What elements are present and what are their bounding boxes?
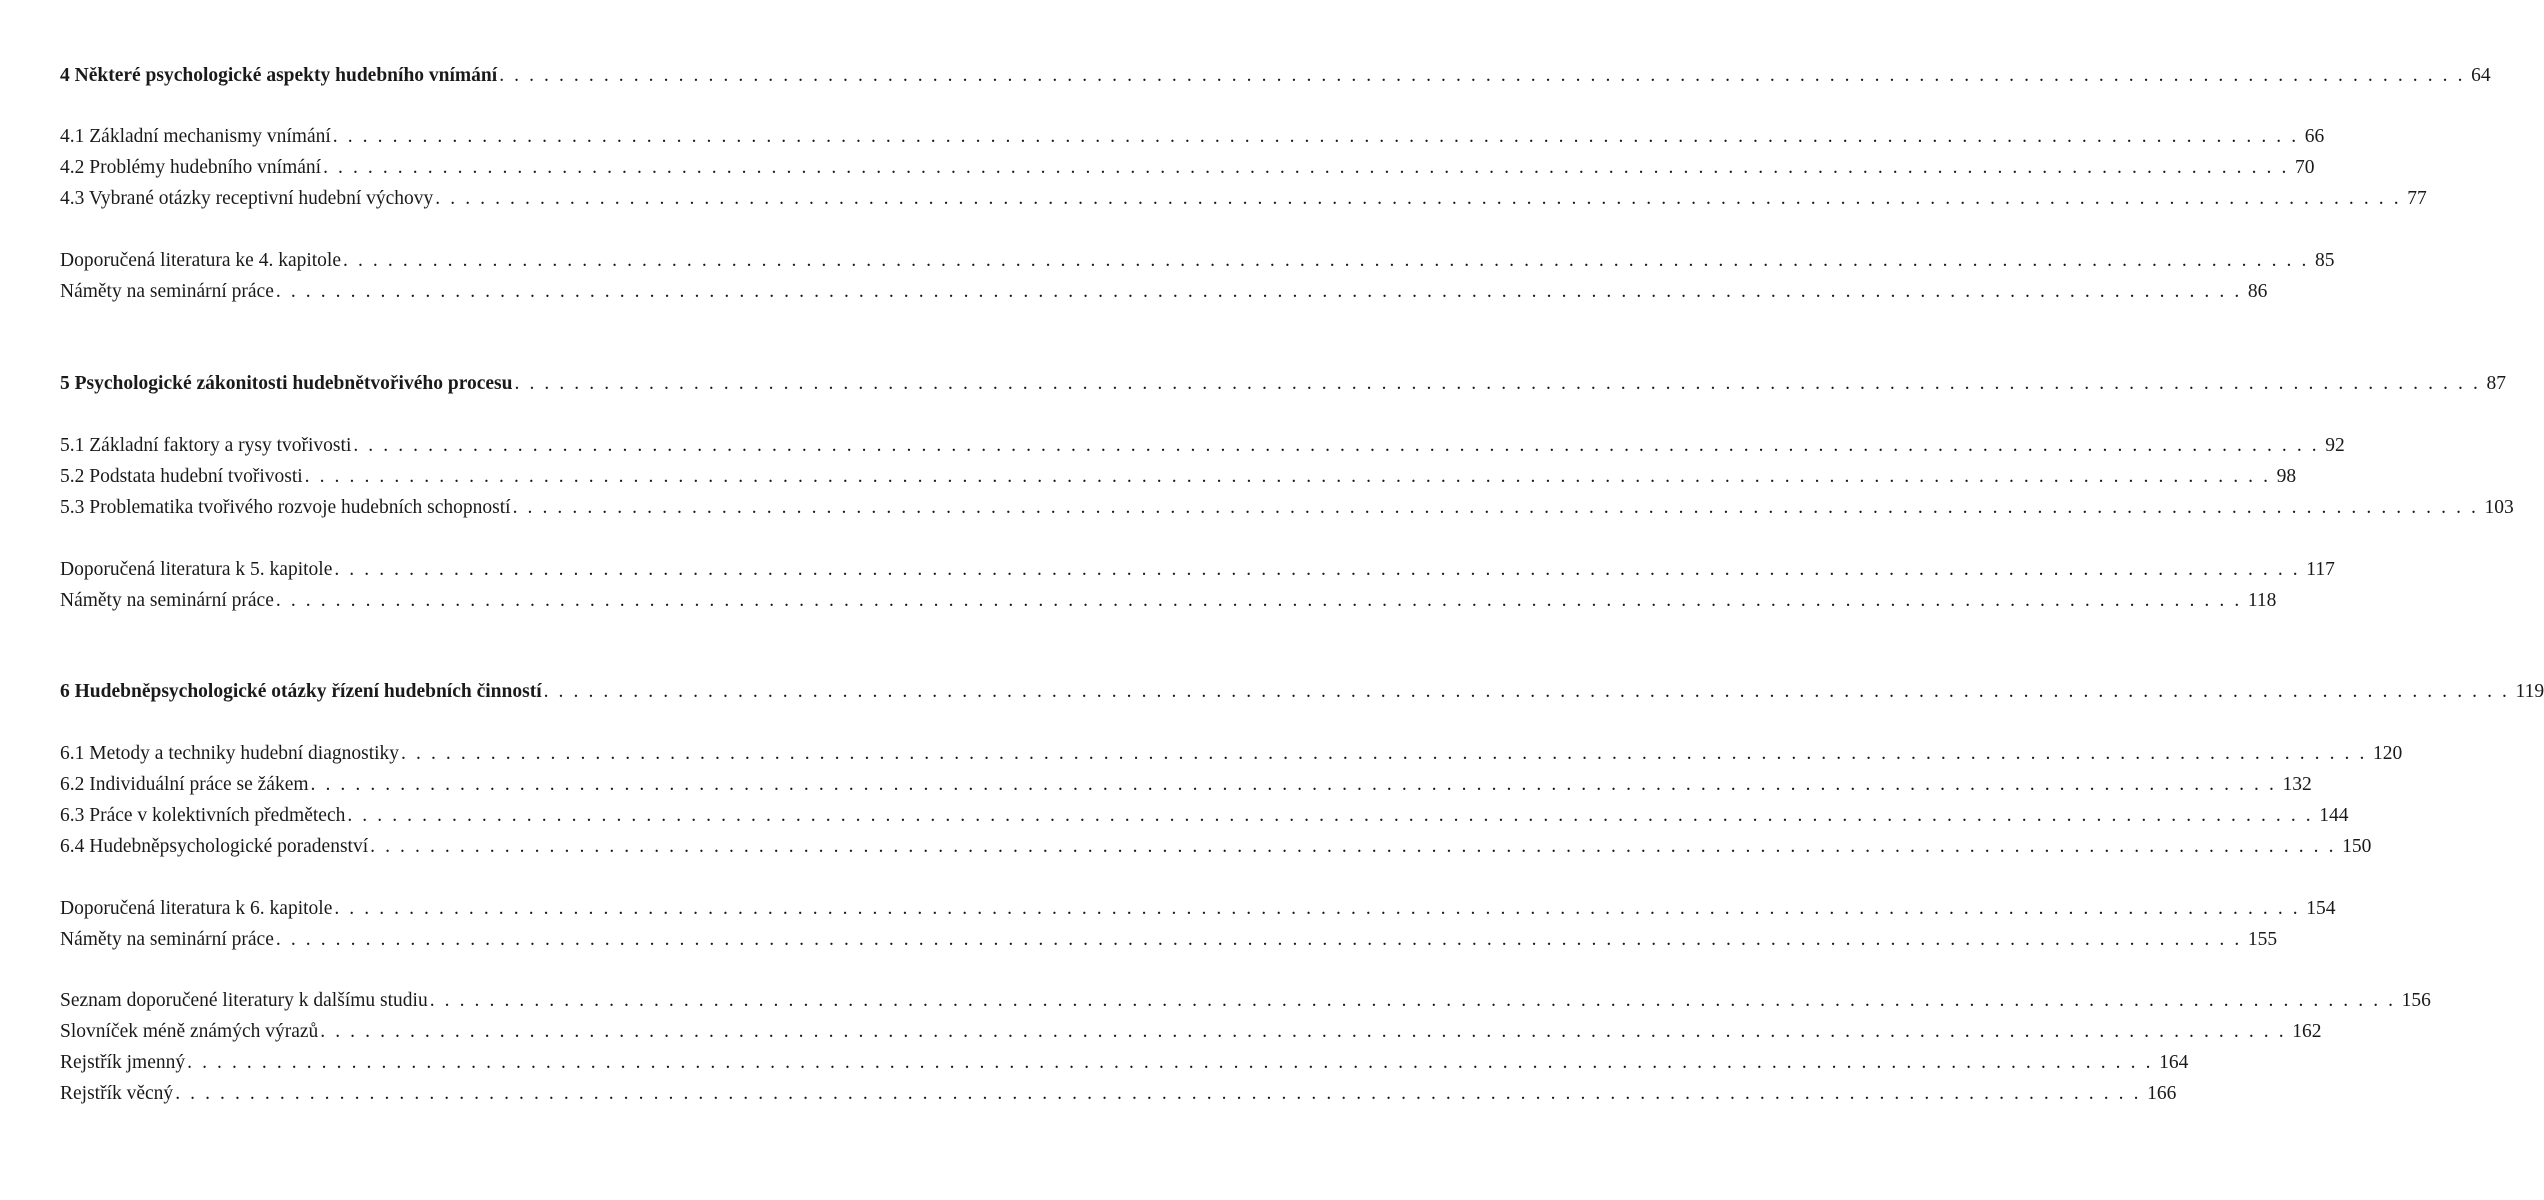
- dot-leader: [320, 1020, 2286, 1044]
- toc-literature-4: [60, 249, 2335, 273]
- toc-page-number: 98: [2276, 466, 2297, 487]
- toc-page-number: 70: [2295, 157, 2315, 178]
- toc-entry-title: Doporučená literatura ke 4. kapitole: [60, 250, 342, 271]
- toc-glossary: [60, 1020, 2322, 1044]
- toc-page-number: 64: [2471, 65, 2491, 86]
- dot-leader: [370, 835, 2336, 859]
- dot-leader: [343, 249, 2309, 273]
- dot-leader: [513, 496, 2479, 520]
- toc-page-number: 86: [2247, 281, 2268, 302]
- toc-entry-title: 6 Hudebněpsychologické otázky řízení hudebních činností: [60, 681, 542, 702]
- toc-page-number: 120: [2372, 743, 2403, 764]
- dot-leader: [333, 125, 2299, 149]
- toc-recommended-literature: [60, 989, 2431, 1013]
- toc-entry-title: 6.1 Metody a techniky hudební diagnostiky: [60, 743, 400, 764]
- toc-page-number: 132: [2282, 774, 2312, 795]
- toc-entry-title: Doporučená literatura k 5. kapitole: [60, 559, 333, 580]
- toc-section-5-3: [60, 496, 2514, 520]
- dot-leader: [430, 989, 2396, 1013]
- toc-page-number: 77: [2407, 188, 2427, 209]
- toc-page-number: 85: [2314, 250, 2335, 271]
- toc-entry-title: Náměty na seminární práce: [60, 281, 274, 302]
- dot-leader: [334, 558, 2300, 582]
- dot-leader: [175, 1082, 2141, 1106]
- dot-leader: [334, 897, 2300, 921]
- toc-page-number: 119: [2515, 681, 2544, 702]
- dot-leader: [515, 372, 2481, 396]
- dot-leader: [435, 187, 2401, 211]
- toc-chapter-4: [60, 64, 2491, 88]
- toc-page-number: 103: [2484, 497, 2514, 518]
- toc-seminar-topics-6: [60, 928, 2278, 952]
- toc-section-5-2: [60, 465, 2297, 489]
- toc-entry-title: Rejstřík věcný: [60, 1083, 174, 1104]
- dot-leader: [401, 742, 2367, 766]
- dot-leader: [544, 680, 2510, 704]
- toc-entry-title: Rejstřík jmenný: [60, 1052, 186, 1073]
- toc-entry-title: 4 Některé psychologické aspekty hudebního vnímání: [60, 65, 498, 86]
- toc-page-number: 162: [2292, 1021, 2322, 1042]
- dot-leader: [499, 64, 2465, 88]
- toc-entry-title: 6.2 Individuální práce se žákem: [60, 774, 309, 795]
- toc-entry-title: Seznam doporučené literatury k dalšímu studiu: [60, 990, 428, 1011]
- dot-leader: [276, 280, 2242, 304]
- toc-entry-title: 5.3 Problematika tvořivého rozvoje hudebních schopností: [60, 497, 511, 518]
- toc-literature-5: [60, 558, 2335, 582]
- toc-entry-title: 5.2 Podstata hudební tvořivosti: [60, 466, 303, 487]
- toc-section-6-4: [60, 835, 2372, 859]
- toc-page-number: 118: [2247, 590, 2277, 611]
- dot-leader: [353, 434, 2319, 458]
- toc-section-6-3: [60, 804, 2349, 828]
- toc-seminar-topics-4: [60, 280, 2268, 304]
- toc-chapter-5: [60, 372, 2506, 396]
- toc-section-4-3: [60, 187, 2427, 211]
- toc-page-number: 150: [2342, 836, 2372, 857]
- toc-entry-title: 4.3 Vybrané otázky receptivní hudební výchovy: [60, 188, 434, 209]
- toc-section-4-2: [60, 156, 2315, 180]
- toc-page-number: 87: [2486, 373, 2506, 394]
- toc-entry-title: Náměty na seminární práce: [60, 590, 274, 611]
- toc-entry-title: 5.1 Základní faktory a rysy tvořivosti: [60, 435, 352, 456]
- toc-entry-title: 6.4 Hudebněpsychologické poradenství: [60, 836, 369, 857]
- toc-entry-title: 4.2 Problémy hudebního vnímání: [60, 157, 322, 178]
- toc-page-number: 164: [2159, 1052, 2189, 1073]
- toc-subject-index: [60, 1082, 2177, 1106]
- toc-entry-title: 4.1 Základní mechanismy vnímání: [60, 126, 331, 147]
- toc-entry-title: 6.3 Práce v kolektivních předmětech: [60, 805, 346, 826]
- toc-entry-title: Doporučená literatura k 6. kapitole: [60, 898, 333, 919]
- dot-leader: [305, 465, 2271, 489]
- dot-leader: [187, 1051, 2153, 1075]
- dot-leader: [311, 773, 2277, 797]
- toc-page-number: 166: [2147, 1083, 2177, 1104]
- toc-page-number: 154: [2306, 898, 2336, 919]
- toc-page-number: 156: [2401, 990, 2431, 1011]
- toc-chapter-6: [60, 680, 2544, 704]
- toc-section-5-1: [60, 434, 2345, 458]
- toc-section-6-1: [60, 742, 2403, 766]
- toc-section-4-1: [60, 125, 2325, 149]
- dot-leader: [276, 589, 2242, 613]
- toc-entry-title: 5 Psychologické zákonitosti hudebnětvořivého procesu: [60, 373, 513, 394]
- toc-entry-title: Náměty na seminární práce: [60, 929, 274, 950]
- table-of-contents: [60, 0, 2544, 1200]
- toc-page-number: 66: [2304, 126, 2325, 147]
- toc-page-number: 92: [2325, 435, 2345, 456]
- toc-section-6-2: [60, 773, 2312, 797]
- toc-page-number: 144: [2319, 805, 2349, 826]
- toc-seminar-topics-5: [60, 589, 2277, 613]
- toc-page-number: 155: [2247, 929, 2278, 950]
- toc-entry-title: Slovníček méně známých výrazů: [60, 1021, 319, 1042]
- toc-name-index: [60, 1051, 2189, 1075]
- toc-literature-6: [60, 897, 2336, 921]
- toc-page-number: 117: [2306, 559, 2335, 580]
- dot-leader: [276, 928, 2242, 952]
- dot-leader: [347, 804, 2313, 828]
- dot-leader: [323, 156, 2289, 180]
